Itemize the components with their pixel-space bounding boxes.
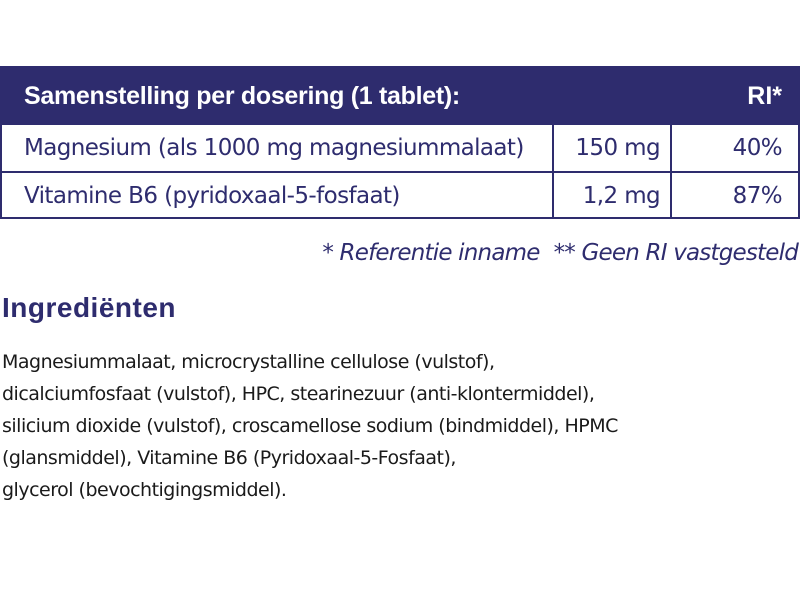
- footnote-ri: * Referentie inname: [322, 240, 540, 266]
- ingredients-line: Magnesiummalaat, microcrystalline cellulose (vulstof),: [2, 351, 495, 373]
- nutrient-amount: 150 mg: [575, 135, 660, 161]
- table-header-title: Samenstelling per dosering (1 tablet):: [24, 82, 460, 110]
- ingredients-heading: Ingrediënten: [2, 292, 177, 323]
- ingredients-line: silicium dioxide (vulstof), croscamellose sodium (bindmiddel), HPMC: [2, 415, 618, 437]
- nutrient-name: Vitamine B6 (pyridoxaal-5-fosfaat): [24, 183, 400, 209]
- ingredients-line: glycerol (bevochtigingsmiddel).: [2, 479, 287, 501]
- nutrient-ri: 87%: [732, 183, 782, 209]
- nutrient-amount: 1,2 mg: [582, 183, 660, 209]
- column-divider: [552, 125, 554, 219]
- footnote-no-ri: ** Geen RI vastgesteld: [553, 240, 798, 266]
- ingredients-line: (glansmiddel), Vitamine B6 (Pyridoxaal-5-Fosfaat),: [2, 447, 456, 469]
- supplement-facts-table: [0, 66, 800, 219]
- table-header-ri: RI*: [747, 82, 782, 110]
- footnote: [322, 240, 798, 266]
- table-row: [2, 125, 798, 173]
- ingredients-line: dicalciumfosfaat (vulstof), HPC, stearinezuur (anti-klontermiddel),: [2, 383, 595, 405]
- table-header: [2, 68, 798, 125]
- ingredients-list: [2, 346, 798, 506]
- column-divider: [670, 125, 672, 219]
- nutrient-ri: 40%: [732, 135, 782, 161]
- table-row: [2, 173, 798, 219]
- nutrient-name: Magnesium (als 1000 mg magnesiummalaat): [24, 135, 524, 161]
